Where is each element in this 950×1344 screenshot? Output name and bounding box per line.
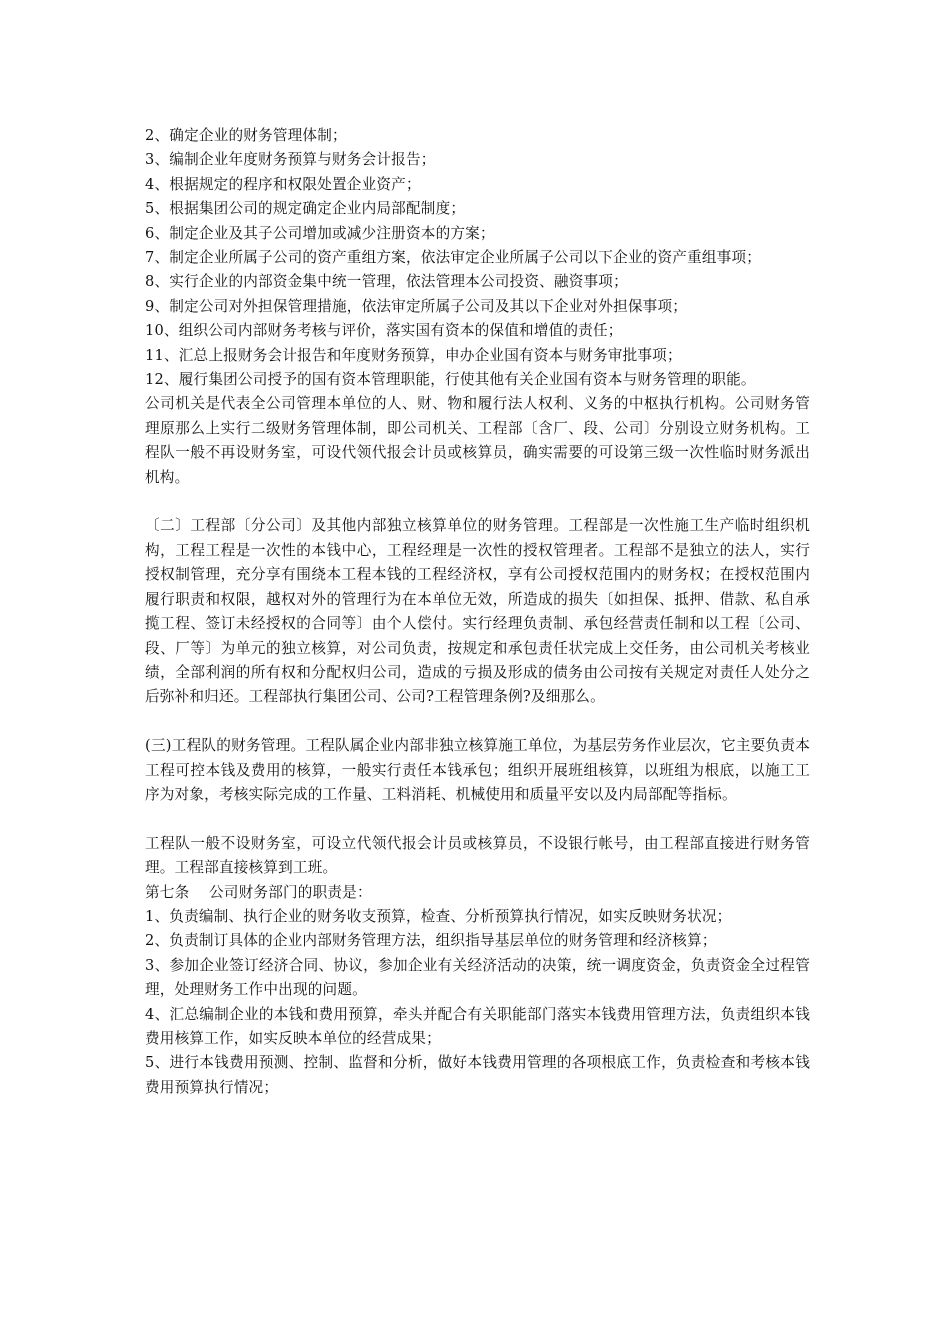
paragraph-spacer <box>145 490 810 514</box>
list-item-11: 11、汇总上报财务会计报告和年度财务预算，申办企业国有资本与财务审批事项； <box>145 346 682 364</box>
paragraph-team-accounting: 工程队一般不设财务室，可设立代领代报会计员或核算员，不设银行帐号，由工程部直接进行财务管理。工程部直接核算到工班。 <box>145 834 810 877</box>
paragraph-project-team: (三)工程队的财务管理。工程队属企业内部非独立核算施工单位，为基层劳务作业层次，它主要负责本工程可控本钱及费用的核算，一般实行责任本钱承包；组织开展班组核算，以班组为根底，以施工工序为对象，考核实际完成的工作量、工料消耗、机械使用和质量平安以及内局部配等指标。 <box>145 737 810 803</box>
paragraph-spacer <box>145 807 810 831</box>
duty-item-5: 5、进行本钱费用预测、控制、监督和分析，做好本钱费用管理的各项根底工作，负责检查和考核本钱费用预算执行情况； <box>145 1054 810 1096</box>
duty-item-1: 1、负责编制、执行企业的财务收支预算，检查、分析预算执行情况，如实反映财务状况； <box>145 907 732 925</box>
list-item-12: 12、履行集团公司授予的国有资本管理职能，行使其他有关企业国有资本与财务管理的职能。 <box>145 371 756 389</box>
list-item-4: 4、根据规定的程序和权限处置企业资产； <box>145 175 421 193</box>
list-item-5: 5、根据集团公司的规定确定企业内局部配制度； <box>145 200 466 218</box>
duty-item-2: 2、负责制订具体的企业内部财务管理方法，组织指导基层单位的财务管理和经济核算； <box>145 932 717 950</box>
list-item-7: 7、制定企业所属子公司的资产重组方案，依法审定企业所属子公司以下企业的资产重组事项； <box>145 249 762 267</box>
list-item-8: 8、实行企业的内部资金集中统一管理，依法管理本公司投资、融资事项； <box>145 273 628 291</box>
paragraph-spacer <box>145 710 810 734</box>
list-item-3: 3、编制企业年度财务预算与财务会计报告； <box>145 151 436 169</box>
duty-item-4: 4、汇总编制企业的本钱和费用预算，牵头并配合有关职能部门落实本钱费用管理方法，负责组织本钱费用核算工作，如实反映本单位的经营成果； <box>145 1005 810 1047</box>
paragraph-company-organs: 公司机关是代表全公司管理本单位的人、财、物和履行法人权利、义务的中枢执行机构。公司财务管理原那么上实行二级财务管理体制，即公司机关、工程部〔含厂、段、公司〕分别设立财务机构。工程队一般不再设财务室，可设代领代报会计员或核算员，确实需要的可设第三级一次性临时财务派出机构。 <box>145 395 810 486</box>
list-item-2: 2、确定企业的财务管理体制； <box>145 127 347 144</box>
paragraph-project-department: 〔二〕工程部〔分公司〕及其他内部独立核算单位的财务管理。工程部是一次性施工生产临时组织机构，工程工程是一次性的本钱中心，工程经理是一次性的授权管理者。工程部不是独立的法人，实行授权制管理，充分享有围绕本工程本钱的工程经济权，享有公司授权范围内的财务权；在授权范围内履行职责和权限，越权对外的管理行为在本单位无效，所造成的损失〔如担保、抵押、借款、私自承揽工程、签订未经授权的合同等〕由个人偿付。实行经理负责制、承包经营责任制和以工程〔公司、段、厂等〕为单元的独立核算，对公司负责，按规定和承包责任状完成上交任务，由公司机关考核业绩，全部利润的所有权和分配权归公司，造成的亏损及形成的债务由公司按有关规定对责任人处分之后弥补和归还。工程部执行集团公司、公司?工程管理条例?及细那么。 <box>145 517 810 706</box>
list-item-6: 6、制定企业及其子公司增加或减少注册资本的方案； <box>145 224 495 242</box>
list-item-9: 9、制定公司对外担保管理措施，依法审定所属子公司及其以下企业对外担保事项； <box>145 297 688 315</box>
list-item-10: 10、组织公司内部财务考核与评价，落实国有资本的保值和增值的责任； <box>145 322 623 340</box>
duty-item-3: 3、参加企业签订经济合同、协议，参加企业有关经济活动的决策，统一调度资金，负责资金全过程管理，处理财务工作中出现的问题。 <box>145 956 810 999</box>
document-body <box>145 124 810 1100</box>
article-seven-heading: 第七条 公司财务部门的职责是： <box>145 883 372 901</box>
